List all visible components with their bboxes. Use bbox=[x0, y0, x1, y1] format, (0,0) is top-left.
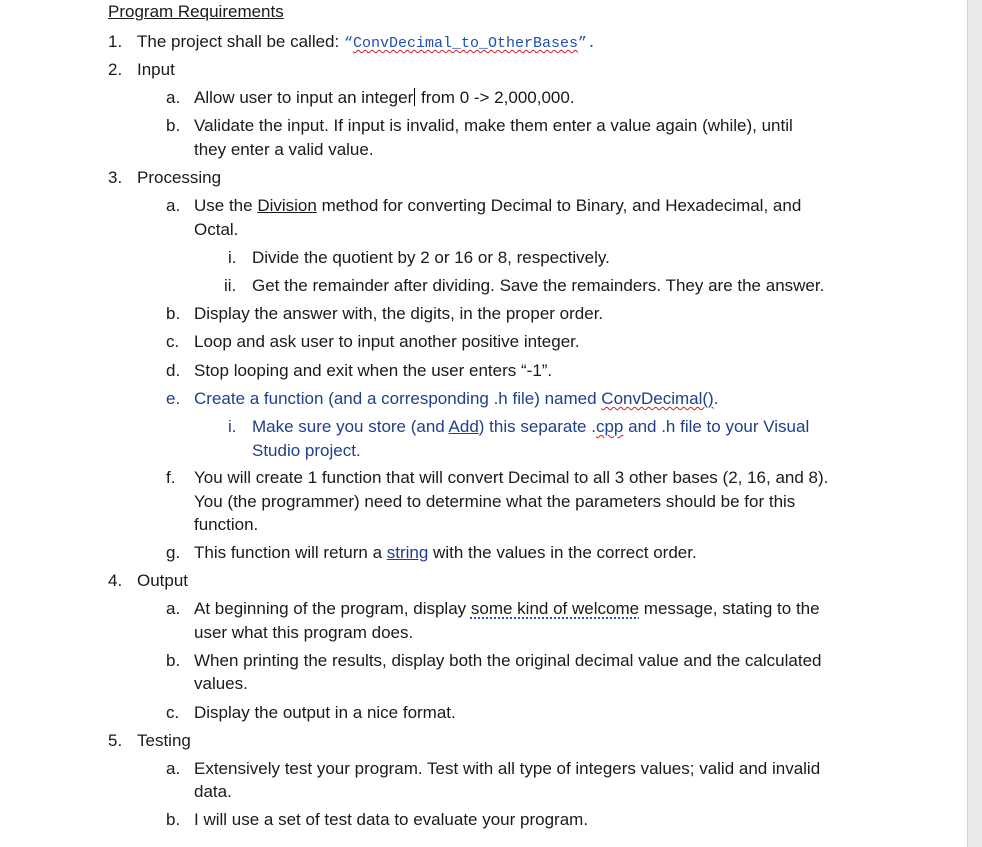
item-3f-line3: function. bbox=[194, 515, 259, 534]
item-3f-line2: You (the programmer) need to determine what the parameters should be for this bbox=[194, 492, 796, 511]
item-4a-after: message, stating to the bbox=[639, 599, 820, 618]
item-3d-text: Stop looping and exit when the user enters “-1”. bbox=[194, 361, 553, 380]
item-3a-line2: Octal. bbox=[194, 220, 239, 239]
item-3f-line1: You will create 1 function that will convert Decimal to all 3 other bases (2, 16, and 8). bbox=[194, 468, 829, 487]
item-5a-line1: Extensively test your program. Test with all type of integers values; valid and invalid bbox=[194, 759, 821, 778]
item-5a-line2: data. bbox=[194, 782, 232, 801]
item-1-label: The project shall be called: bbox=[137, 32, 344, 51]
item-3g-after: with the values in the correct order. bbox=[428, 543, 697, 562]
item-3g-before: This function will return a bbox=[194, 543, 387, 562]
item-5a-marker: a. bbox=[166, 759, 181, 778]
project-name-close-quote: ”. bbox=[578, 35, 597, 52]
item-3ei-middle: ) this separate . bbox=[478, 417, 596, 436]
item-3-heading: Processing bbox=[137, 168, 222, 187]
item-3-number: 3. bbox=[108, 168, 123, 187]
item-1-text bbox=[137, 31, 596, 55]
item-3f-marker: f. bbox=[166, 468, 176, 487]
item-2a-text bbox=[194, 87, 575, 109]
item-5b-text: I will use a set of test data to evaluate your program. bbox=[194, 810, 589, 829]
item-4-heading: Output bbox=[137, 571, 189, 590]
item-3b-marker: b. bbox=[166, 304, 181, 323]
item-4a-before: At beginning of the program, display bbox=[194, 599, 471, 618]
item-2b-marker: b. bbox=[166, 116, 181, 135]
item-4-number: 4. bbox=[108, 571, 123, 590]
cpp-word: cpp bbox=[595, 417, 624, 436]
item-3g-text bbox=[194, 542, 697, 564]
item-3ai-marker: i. bbox=[228, 248, 237, 267]
item-5b-marker: b. bbox=[166, 810, 181, 829]
item-3e-after: . bbox=[713, 389, 719, 408]
item-3e-before: Create a function (and a corresponding .h file) named bbox=[194, 389, 602, 408]
item-3aii-marker: ii. bbox=[224, 276, 237, 295]
item-4c-text: Display the output in a nice format. bbox=[194, 703, 456, 722]
item-3d-marker: d. bbox=[166, 361, 181, 380]
welcome-phrase: some kind of welcome bbox=[470, 599, 640, 618]
string-link[interactable]: string bbox=[386, 543, 429, 562]
item-3ei-line1 bbox=[252, 416, 809, 438]
item-1-number: 1. bbox=[108, 32, 123, 51]
item-3b-text: Display the answer with, the digits, in the proper order. bbox=[194, 304, 604, 323]
item-3a-before: Use the bbox=[194, 196, 258, 215]
item-2b-line2: they enter a valid value. bbox=[194, 140, 374, 159]
item-3ei-marker: i. bbox=[228, 417, 237, 436]
item-3e-marker: e. bbox=[166, 389, 181, 408]
project-name-open-quote: “ bbox=[343, 35, 353, 52]
item-3c-text: Loop and ask user to input another positive integer. bbox=[194, 332, 580, 351]
item-2b-line1: Validate the input. If input is invalid, make them enter a value again (while), until bbox=[194, 116, 793, 135]
project-name-code: ConvDecimal_to_OtherBases bbox=[352, 35, 579, 52]
item-3ei-before: Make sure you store (and bbox=[252, 417, 449, 436]
item-3a-marker: a. bbox=[166, 196, 181, 215]
item-2a-before: Allow user to input an integer bbox=[194, 88, 414, 107]
division-link[interactable]: Division bbox=[257, 196, 317, 215]
item-2a-marker: a. bbox=[166, 88, 181, 107]
item-3a-line1 bbox=[194, 195, 801, 217]
item-2-number: 2. bbox=[108, 60, 123, 79]
item-4b-marker: b. bbox=[166, 651, 181, 670]
item-4c-marker: c. bbox=[166, 703, 180, 722]
function-name: ConvDecimal() bbox=[601, 389, 714, 408]
item-5-heading: Testing bbox=[137, 731, 191, 750]
item-3c-marker: c. bbox=[166, 332, 180, 351]
item-4a-line2: user what this program does. bbox=[194, 623, 414, 642]
item-4a-line1 bbox=[194, 598, 820, 620]
item-3aii-text: Get the remainder after dividing. Save the remainders. They are the answer. bbox=[252, 276, 825, 295]
item-4b-line1: When printing the results, display both the original decimal value and the calculated bbox=[194, 651, 822, 670]
item-3ei-after: and .h file to your Visual bbox=[623, 417, 810, 436]
item-5-number: 5. bbox=[108, 731, 123, 750]
item-4a-marker: a. bbox=[166, 599, 181, 618]
item-3e-text bbox=[194, 388, 718, 410]
vertical-scrollbar[interactable] bbox=[967, 0, 982, 847]
item-2-heading: Input bbox=[137, 60, 175, 79]
document-title: Program Requirements bbox=[108, 2, 284, 21]
item-4b-line2: values. bbox=[194, 674, 248, 693]
item-3g-marker: g. bbox=[166, 543, 181, 562]
item-3ei-line2: Studio project. bbox=[252, 441, 361, 460]
item-3ai-text: Divide the quotient by 2 or 16 or 8, respectively. bbox=[252, 248, 610, 267]
item-3a-after: method for converting Decimal to Binary, and Hexadecimal, and bbox=[316, 196, 802, 215]
item-2a-after: from 0 -> 2,000,000. bbox=[416, 88, 575, 107]
add-link[interactable]: Add bbox=[448, 417, 479, 436]
